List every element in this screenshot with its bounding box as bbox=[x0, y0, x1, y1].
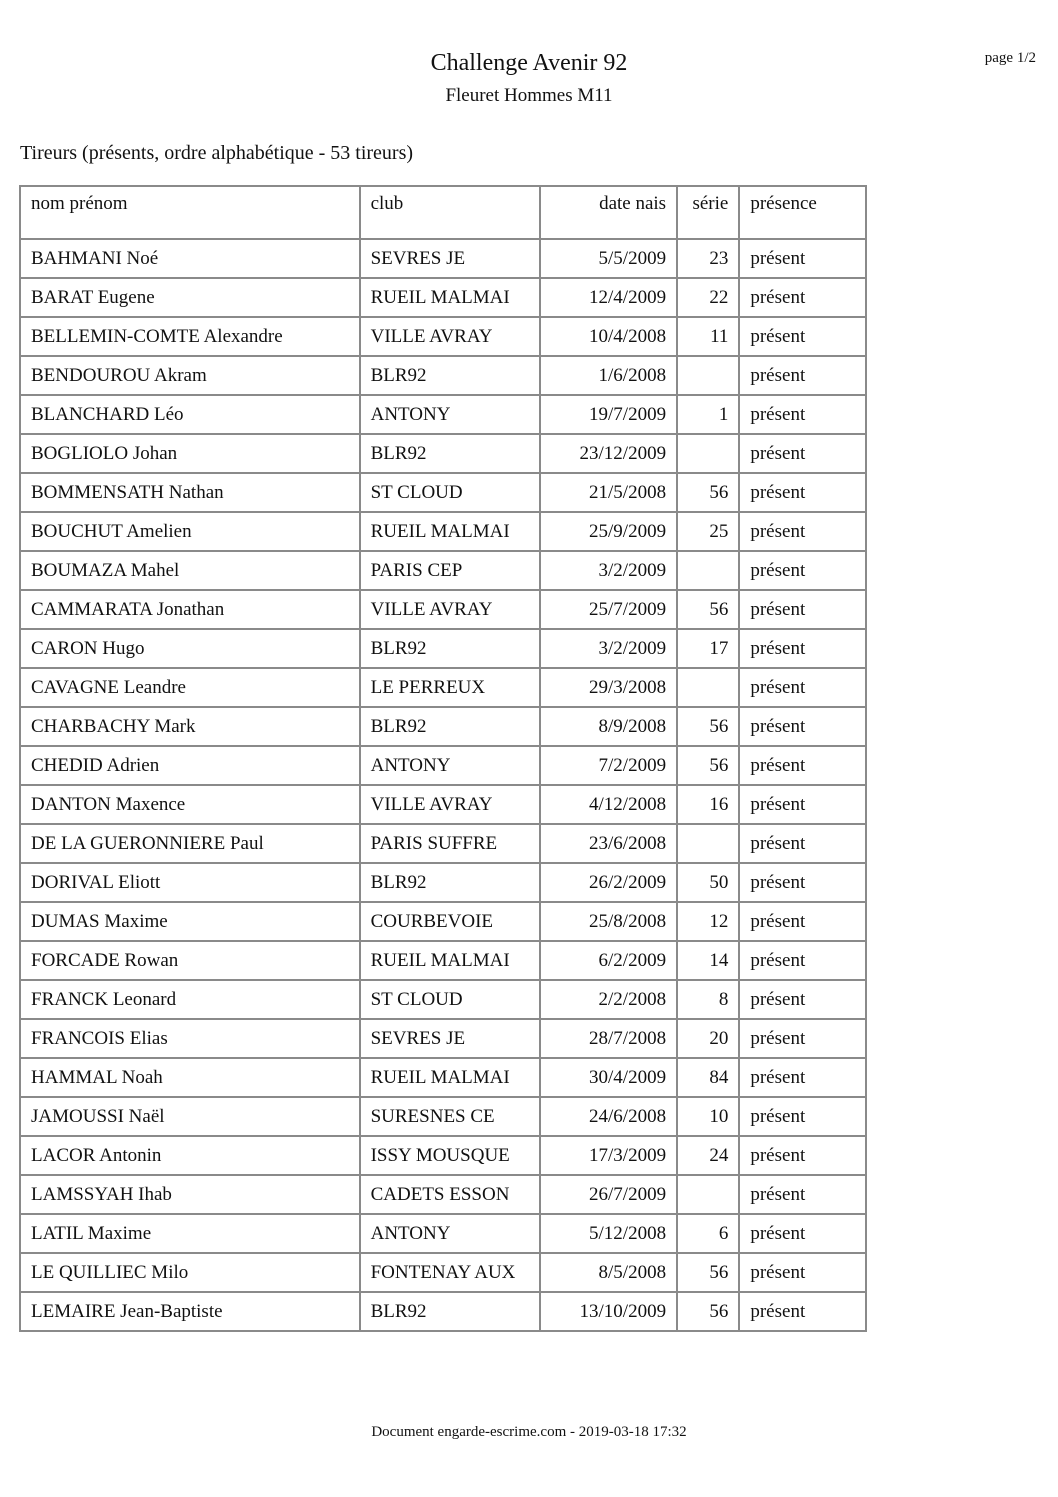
presence-status: présent bbox=[739, 824, 866, 863]
table-row bbox=[20, 1292, 866, 1331]
club-name: VILLE AVRAY bbox=[360, 785, 541, 824]
fencer-name: DUMAS Maxime bbox=[20, 902, 360, 941]
club-name: SURESNES CE bbox=[360, 1097, 541, 1136]
birth-date: 24/6/2008 bbox=[540, 1097, 677, 1136]
fencer-name: BENDOUROU Akram bbox=[20, 356, 360, 395]
series-number bbox=[677, 434, 739, 473]
series-number: 12 bbox=[677, 902, 739, 941]
presence-status: présent bbox=[739, 317, 866, 356]
table-row bbox=[20, 863, 866, 902]
birth-date: 4/12/2008 bbox=[540, 785, 677, 824]
birth-date: 26/2/2009 bbox=[540, 863, 677, 902]
birth-date: 12/4/2009 bbox=[540, 278, 677, 317]
birth-date: 23/6/2008 bbox=[540, 824, 677, 863]
series-number bbox=[677, 668, 739, 707]
birth-date: 13/10/2009 bbox=[540, 1292, 677, 1331]
fencer-name: DORIVAL Eliott bbox=[20, 863, 360, 902]
presence-status: présent bbox=[739, 1214, 866, 1253]
fencer-name: CHARBACHY Mark bbox=[20, 707, 360, 746]
series-number: 6 bbox=[677, 1214, 739, 1253]
birth-date: 23/12/2009 bbox=[540, 434, 677, 473]
presence-status: présent bbox=[739, 1292, 866, 1331]
presence-status: présent bbox=[739, 980, 866, 1019]
series-number: 50 bbox=[677, 863, 739, 902]
club-name: ST CLOUD bbox=[360, 473, 541, 512]
fencer-name: CARON Hugo bbox=[20, 629, 360, 668]
series-number: 22 bbox=[677, 278, 739, 317]
birth-date: 17/3/2009 bbox=[540, 1136, 677, 1175]
series-number: 24 bbox=[677, 1136, 739, 1175]
club-name: VILLE AVRAY bbox=[360, 590, 541, 629]
table-row bbox=[20, 1058, 866, 1097]
birth-date: 30/4/2009 bbox=[540, 1058, 677, 1097]
fencer-name: JAMOUSSI Naël bbox=[20, 1097, 360, 1136]
fencer-name: CHEDID Adrien bbox=[20, 746, 360, 785]
club-name: SEVRES JE bbox=[360, 239, 541, 278]
presence-status: présent bbox=[739, 1097, 866, 1136]
table-row bbox=[20, 434, 866, 473]
table-row bbox=[20, 239, 866, 278]
series-number: 11 bbox=[677, 317, 739, 356]
series-number: 56 bbox=[677, 707, 739, 746]
fencer-name: LEMAIRE Jean-Baptiste bbox=[20, 1292, 360, 1331]
table-row bbox=[20, 473, 866, 512]
club-name: VILLE AVRAY bbox=[360, 317, 541, 356]
presence-status: présent bbox=[739, 551, 866, 590]
presence-status: présent bbox=[739, 434, 866, 473]
series-number: 1 bbox=[677, 395, 739, 434]
table-row bbox=[20, 590, 866, 629]
presence-status: présent bbox=[739, 668, 866, 707]
fencer-name: BAHMANI Noé bbox=[20, 239, 360, 278]
presence-status: présent bbox=[739, 707, 866, 746]
fencer-name: CAMMARATA Jonathan bbox=[20, 590, 360, 629]
club-name: ANTONY bbox=[360, 395, 541, 434]
club-name: COURBEVOIE bbox=[360, 902, 541, 941]
fencer-name: FORCADE Rowan bbox=[20, 941, 360, 980]
table-row bbox=[20, 317, 866, 356]
fencer-name: LACOR Antonin bbox=[20, 1136, 360, 1175]
series-number: 56 bbox=[677, 1253, 739, 1292]
table-row bbox=[20, 395, 866, 434]
birth-date: 8/5/2008 bbox=[540, 1253, 677, 1292]
page-number: page 1/2 bbox=[984, 50, 1036, 66]
fencer-name: FRANCK Leonard bbox=[20, 980, 360, 1019]
table-row bbox=[20, 629, 866, 668]
club-name: FONTENAY AUX bbox=[360, 1253, 541, 1292]
series-number: 56 bbox=[677, 590, 739, 629]
club-name: ISSY MOUSQUE bbox=[360, 1136, 541, 1175]
series-number bbox=[677, 1175, 739, 1214]
presence-status: présent bbox=[739, 278, 866, 317]
club-name: PARIS CEP bbox=[360, 551, 541, 590]
table-row bbox=[20, 785, 866, 824]
club-name: PARIS SUFFRE bbox=[360, 824, 541, 863]
document-footer: Document engarde-escrime.com - 2019-03-18 17:32 bbox=[371, 1424, 687, 1440]
presence-status: présent bbox=[739, 629, 866, 668]
table-row bbox=[20, 668, 866, 707]
fencer-name: BOUCHUT Amelien bbox=[20, 512, 360, 551]
presence-status: présent bbox=[739, 356, 866, 395]
column-header-series: série bbox=[677, 186, 739, 239]
table-row bbox=[20, 980, 866, 1019]
presence-status: présent bbox=[739, 1019, 866, 1058]
birth-date: 7/2/2009 bbox=[540, 746, 677, 785]
presence-status: présent bbox=[739, 473, 866, 512]
series-number: 14 bbox=[677, 941, 739, 980]
fencer-name: LAMSSYAH Ihab bbox=[20, 1175, 360, 1214]
fencer-name: HAMMAL Noah bbox=[20, 1058, 360, 1097]
table-header-row bbox=[20, 186, 866, 239]
series-number bbox=[677, 356, 739, 395]
club-name: BLR92 bbox=[360, 707, 541, 746]
presence-status: présent bbox=[739, 941, 866, 980]
series-number bbox=[677, 551, 739, 590]
fencer-name: BOGLIOLO Johan bbox=[20, 434, 360, 473]
birth-date: 2/2/2008 bbox=[540, 980, 677, 1019]
series-number: 8 bbox=[677, 980, 739, 1019]
birth-date: 28/7/2008 bbox=[540, 1019, 677, 1058]
club-name: RUEIL MALMAI bbox=[360, 278, 541, 317]
presence-status: présent bbox=[739, 902, 866, 941]
presence-status: présent bbox=[739, 863, 866, 902]
birth-date: 29/3/2008 bbox=[540, 668, 677, 707]
club-name: BLR92 bbox=[360, 863, 541, 902]
birth-date: 26/7/2009 bbox=[540, 1175, 677, 1214]
club-name: BLR92 bbox=[360, 629, 541, 668]
birth-date: 25/9/2009 bbox=[540, 512, 677, 551]
table-row bbox=[20, 824, 866, 863]
fencer-name: BLANCHARD Léo bbox=[20, 395, 360, 434]
series-number: 17 bbox=[677, 629, 739, 668]
birth-date: 19/7/2009 bbox=[540, 395, 677, 434]
series-number: 25 bbox=[677, 512, 739, 551]
fencer-name: DANTON Maxence bbox=[20, 785, 360, 824]
birth-date: 8/9/2008 bbox=[540, 707, 677, 746]
series-number: 84 bbox=[677, 1058, 739, 1097]
presence-status: présent bbox=[739, 785, 866, 824]
birth-date: 21/5/2008 bbox=[540, 473, 677, 512]
club-name: ANTONY bbox=[360, 1214, 541, 1253]
presence-status: présent bbox=[739, 512, 866, 551]
presence-status: présent bbox=[739, 1058, 866, 1097]
fencer-name: FRANCOIS Elias bbox=[20, 1019, 360, 1058]
presence-status: présent bbox=[739, 746, 866, 785]
table-body bbox=[20, 239, 866, 1331]
fencer-name: BARAT Eugene bbox=[20, 278, 360, 317]
document-title: Challenge Avenir 92 bbox=[430, 50, 628, 76]
fencer-name: BOUMAZA Mahel bbox=[20, 551, 360, 590]
table-row bbox=[20, 1175, 866, 1214]
birth-date: 6/2/2009 bbox=[540, 941, 677, 980]
presence-status: présent bbox=[739, 1136, 866, 1175]
fencer-name: CAVAGNE Leandre bbox=[20, 668, 360, 707]
presence-status: présent bbox=[739, 1175, 866, 1214]
birth-date: 10/4/2008 bbox=[540, 317, 677, 356]
table-row bbox=[20, 902, 866, 941]
birth-date: 5/5/2009 bbox=[540, 239, 677, 278]
presence-status: présent bbox=[739, 239, 866, 278]
table-row bbox=[20, 1097, 866, 1136]
series-number: 56 bbox=[677, 746, 739, 785]
column-header-birthdate: date nais bbox=[540, 186, 677, 239]
fencer-name: BOMMENSATH Nathan bbox=[20, 473, 360, 512]
table-row bbox=[20, 707, 866, 746]
birth-date: 5/12/2008 bbox=[540, 1214, 677, 1253]
table-row bbox=[20, 278, 866, 317]
fencer-name: LATIL Maxime bbox=[20, 1214, 360, 1253]
club-name: CADETS ESSON bbox=[360, 1175, 541, 1214]
presence-status: présent bbox=[739, 1253, 866, 1292]
column-header-presence: présence bbox=[739, 186, 866, 239]
series-number: 23 bbox=[677, 239, 739, 278]
club-name: LE PERREUX bbox=[360, 668, 541, 707]
club-name: RUEIL MALMAI bbox=[360, 512, 541, 551]
club-name: ANTONY bbox=[360, 746, 541, 785]
birth-date: 25/7/2009 bbox=[540, 590, 677, 629]
table-row bbox=[20, 1214, 866, 1253]
column-header-club: club bbox=[360, 186, 541, 239]
series-number: 56 bbox=[677, 473, 739, 512]
column-header-name: nom prénom bbox=[20, 186, 360, 239]
series-number: 56 bbox=[677, 1292, 739, 1331]
table-row bbox=[20, 1019, 866, 1058]
birth-date: 3/2/2009 bbox=[540, 629, 677, 668]
document-subtitle: Fleuret Hommes M11 bbox=[445, 85, 613, 106]
table-row bbox=[20, 551, 866, 590]
section-title: Tireurs (présents, ordre alphabétique - 53 tireurs) bbox=[20, 142, 414, 164]
club-name: BLR92 bbox=[360, 434, 541, 473]
club-name: SEVRES JE bbox=[360, 1019, 541, 1058]
club-name: BLR92 bbox=[360, 356, 541, 395]
club-name: RUEIL MALMAI bbox=[360, 941, 541, 980]
fencers-table bbox=[19, 185, 867, 1332]
series-number: 20 bbox=[677, 1019, 739, 1058]
presence-status: présent bbox=[739, 590, 866, 629]
table-row bbox=[20, 1136, 866, 1175]
fencer-name: LE QUILLIEC Milo bbox=[20, 1253, 360, 1292]
fencer-name: BELLEMIN-COMTE Alexandre bbox=[20, 317, 360, 356]
birth-date: 3/2/2009 bbox=[540, 551, 677, 590]
club-name: ST CLOUD bbox=[360, 980, 541, 1019]
table-row bbox=[20, 512, 866, 551]
fencer-name: DE LA GUERONNIERE Paul bbox=[20, 824, 360, 863]
club-name: RUEIL MALMAI bbox=[360, 1058, 541, 1097]
series-number: 10 bbox=[677, 1097, 739, 1136]
presence-status: présent bbox=[739, 395, 866, 434]
table-row bbox=[20, 1253, 866, 1292]
table-row bbox=[20, 356, 866, 395]
club-name: BLR92 bbox=[360, 1292, 541, 1331]
series-number bbox=[677, 824, 739, 863]
table-row bbox=[20, 941, 866, 980]
birth-date: 1/6/2008 bbox=[540, 356, 677, 395]
birth-date: 25/8/2008 bbox=[540, 902, 677, 941]
series-number: 16 bbox=[677, 785, 739, 824]
table-row bbox=[20, 746, 866, 785]
